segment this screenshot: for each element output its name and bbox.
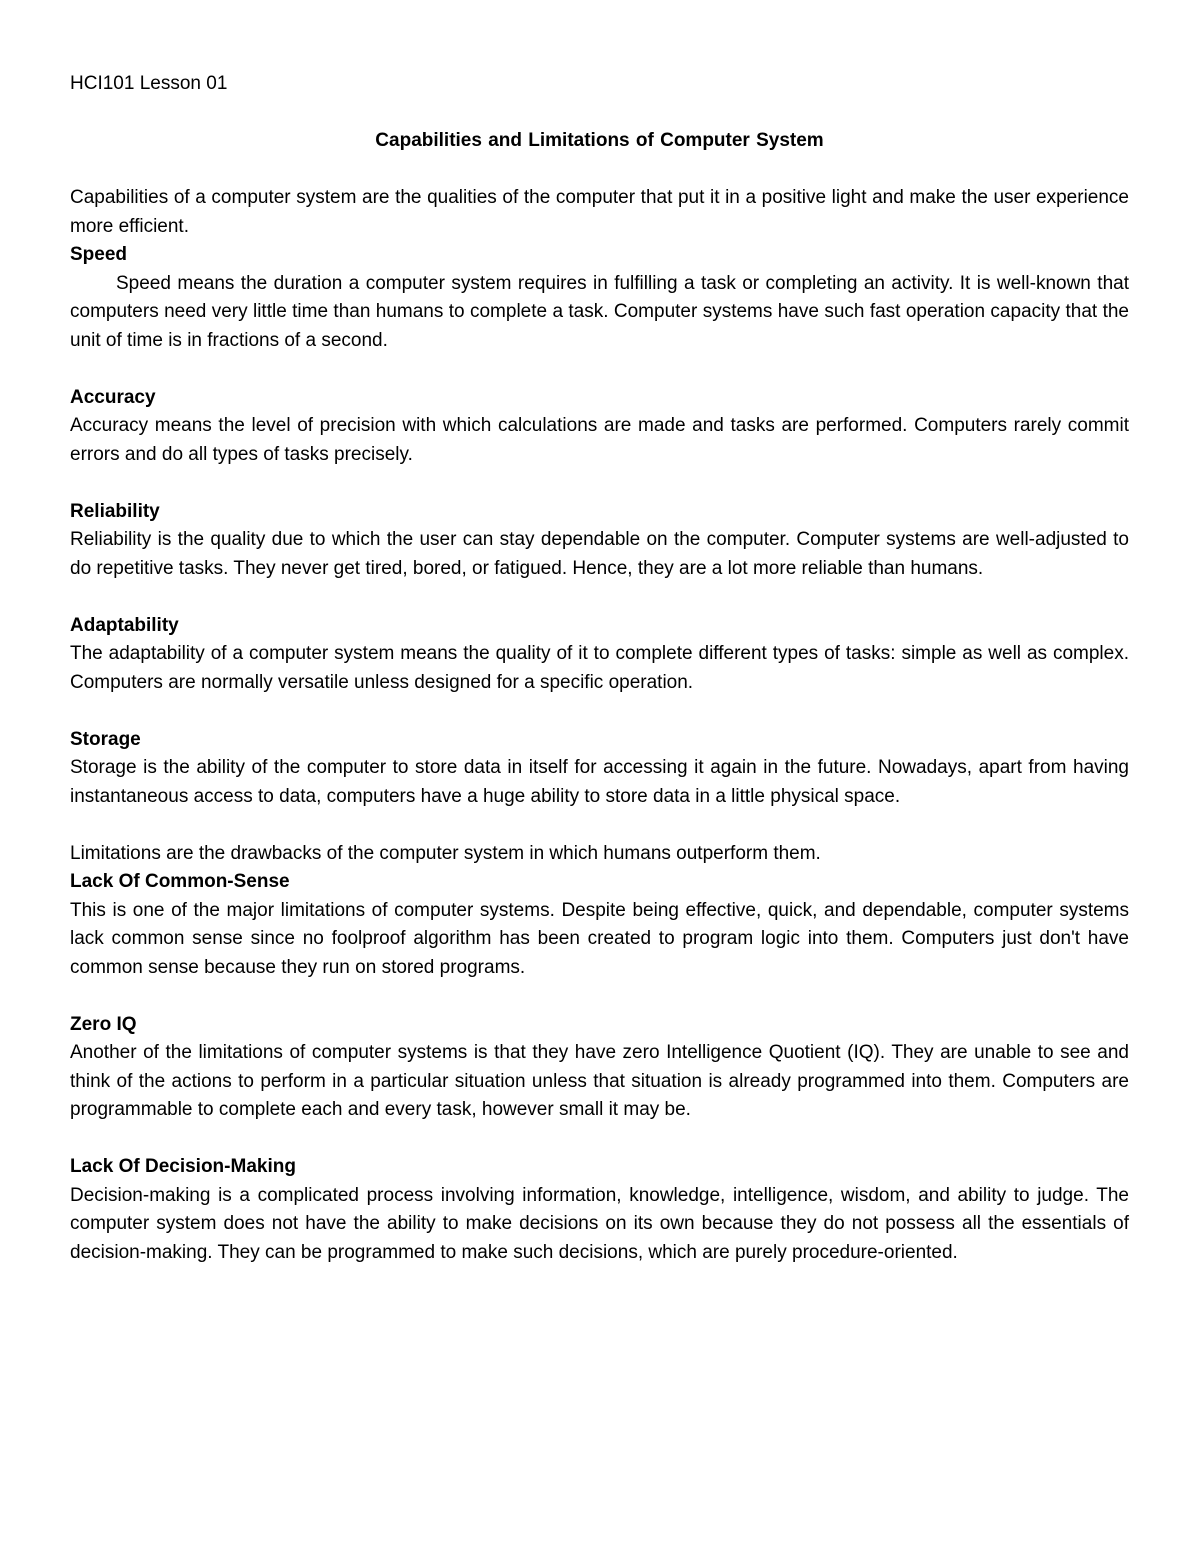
capabilities-intro: Capabilities of a computer system are the qualities of the computer that put it in a positive light and make the user experience more efficient. <box>70 187 1129 237</box>
section-heading: Lack Of Decision-Making <box>70 1156 296 1177</box>
section-lack-of-common-sense <box>70 868 1129 982</box>
section-accuracy <box>70 384 1129 470</box>
section-adaptability <box>70 612 1129 698</box>
section-storage <box>70 726 1129 812</box>
limitations-intro: Limitations are the drawbacks of the computer system in which humans outperform them. <box>70 842 821 864</box>
section-heading: Speed <box>70 244 128 265</box>
section-heading: Adaptability <box>70 614 179 636</box>
section-heading: Storage <box>70 728 141 750</box>
section-body: Another of the limitations of computer systems is that they have zero Intelligence Quotient (IQ). They are unable to see and think of the actions to perform in a particular situation unless that situation is already programmed into them. Computers are programmable to complete each and every task, however small it may be. <box>70 1042 1129 1120</box>
section-body: Speed means the duration a computer system requires in fulfilling a task or completing an activity. It is well-known that computers need very little time than humans to complete a task. Computer systems have such fast operation capacity that the unit of time is in fractions of a second. <box>70 272 1129 351</box>
section-body: Accuracy means the level of precision with which calculations are made and tasks are performed. Computers rarely commit errors and do all types of tasks precisely. <box>70 415 1129 465</box>
section-lack-of-decision-making <box>70 1153 1129 1267</box>
section-heading: Lack Of Common-Sense <box>70 871 290 892</box>
section-body: The adaptability of a computer system means the quality of it to complete different types of tasks: simple as well as complex. Computers are normally versatile unless designed for a specific operation. <box>70 643 1129 693</box>
section-body: This is one of the major limitations of computer systems. Despite being effective, quick, and dependable, computer systems lack common sense since no foolproof algorithm has been created to program logic into them. Computers just don't have common sense because they run on stored programs. <box>70 899 1129 978</box>
section-heading: Zero IQ <box>70 1013 137 1035</box>
section-body: Reliability is the quality due to which the user can stay dependable on the computer. Computer systems are well-adjusted to do repetitive tasks. They never get tired, bored, or fatigued. Hence, they are a lot more reliable than humans. <box>70 529 1129 579</box>
document-page <box>70 70 1129 1296</box>
section-heading: Reliability <box>70 500 160 522</box>
section-heading: Accuracy <box>70 386 156 408</box>
document-title: Capabilities and Limitations of Computer System <box>375 130 824 151</box>
lesson-label: HCI101 Lesson 01 <box>70 73 228 94</box>
section-body: Decision-making is a complicated process involving information, knowledge, intelligence, wisdom, and ability to judge. The computer system does not have the ability to make decisions on its own because they do not possess all the essentials of decision-making. They can be programmed to make such decisions, which are purely procedure-oriented. <box>70 1184 1129 1263</box>
section-zero-iq <box>70 1011 1129 1125</box>
section-speed <box>70 241 1129 355</box>
section-reliability <box>70 498 1129 584</box>
section-body: Storage is the ability of the computer to store data in itself for accessing it again in the future. Nowadays, apart from having instantaneous access to data, computers have a huge ability to store data in a little physical space. <box>70 757 1129 807</box>
